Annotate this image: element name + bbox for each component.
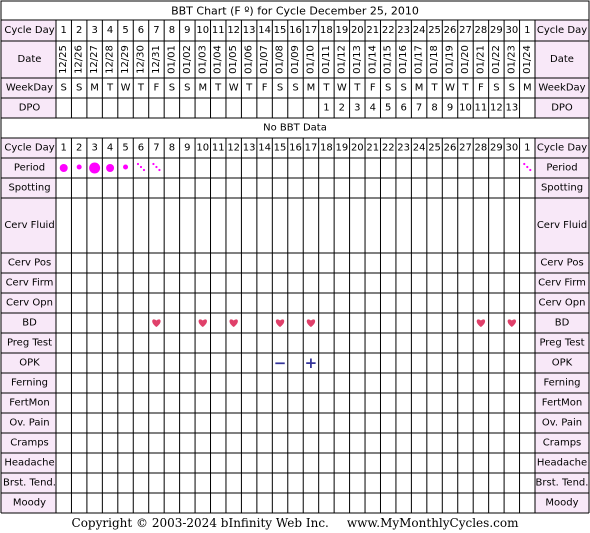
period-light-dot	[77, 165, 82, 170]
period-spotting-dot	[523, 163, 525, 165]
cycle-day-cell: 4	[106, 142, 114, 154]
opk-result: −	[273, 354, 287, 372]
weekday-cell: W	[120, 82, 131, 94]
cycle-day-cell: 30	[505, 142, 519, 154]
dpo-cell: 2	[338, 102, 346, 114]
bd-heart-icon	[477, 319, 485, 327]
row-label-cycle_day-right: Cycle Day	[536, 142, 588, 154]
cycle-day-cell: 23	[397, 142, 411, 154]
weekday-cell: S	[400, 82, 407, 94]
cycle-day-cell: 11	[211, 142, 225, 154]
site-link[interactable]: www.MyMonthlyCycles.com	[346, 516, 519, 530]
cycle-day-cell: 1	[524, 25, 531, 36]
row-label-fertmon-left: FertMon	[9, 397, 50, 409]
row-label-weekday-left: WeekDay	[5, 82, 54, 94]
period-heavy-dot	[89, 163, 100, 174]
cycle-day-cell: 11	[211, 25, 225, 36]
date-cell: 01/03	[197, 45, 209, 74]
weekday-cell: M	[414, 82, 424, 94]
cycle-day-cell: 26	[443, 142, 457, 154]
row-label-period-right: Period	[546, 162, 578, 174]
row-label-opk-right: OPK	[551, 357, 573, 369]
bd-heart-icon	[508, 319, 516, 327]
row-label-cerv_pos-left: Cerv Pos	[7, 257, 52, 269]
weekday-cell: W	[228, 82, 239, 94]
cycle-day-cell: 21	[366, 142, 380, 154]
cycle-day-cell: 9	[184, 142, 191, 154]
weekday-cell: F	[369, 82, 376, 94]
weekday-cell: T	[431, 82, 438, 94]
cycle-day-cell: 21	[366, 25, 380, 36]
date-cell: 01/14	[367, 45, 379, 74]
chart-title: BBT Chart (F º) for Cycle December 25, 2010	[171, 4, 419, 18]
date-cell: 01/20	[459, 45, 471, 74]
row-label-spotting-left: Spotting	[8, 182, 51, 194]
row-label-ferning-right: Ferning	[543, 377, 581, 389]
date-cell: 01/01	[166, 45, 178, 74]
cycle-day-cell: 8	[168, 25, 176, 36]
weekday-cell: M	[198, 82, 208, 94]
row-label-cycle_day-left: Cycle Day	[4, 25, 55, 36]
cycle-day-cell: 1	[60, 25, 67, 36]
cycle-day-cell: 22	[381, 25, 395, 36]
weekday-cell: S	[508, 82, 516, 94]
period-spotting-dot	[155, 166, 157, 168]
bd-heart-icon	[276, 319, 284, 327]
period-spotting-dot	[158, 169, 160, 171]
period-medium-dot	[60, 164, 68, 172]
cycle-day-cell: 29	[490, 25, 503, 36]
date-cell: 01/16	[398, 45, 410, 74]
row-label-preg_test-left: Preg Test	[6, 337, 53, 349]
weekday-cell: S	[276, 82, 284, 94]
cycle-day-cell: 10	[196, 142, 210, 154]
date-cell: 01/15	[382, 45, 394, 74]
weekday-cell: S	[385, 82, 392, 94]
dpo-cell: 12	[490, 102, 503, 114]
row-label-ov_pain-right: Ov. Pain	[541, 417, 583, 429]
cycle-day-cell: 29	[490, 142, 503, 154]
cycle-day-cell: 28	[474, 142, 488, 154]
row-label-cerv_pos-right: Cerv Pos	[540, 257, 584, 269]
date-cell: 12/25	[58, 45, 70, 74]
row-label-date-right: Date	[550, 54, 574, 65]
weekday-cell: T	[323, 82, 330, 94]
weekday-cell: F	[153, 82, 160, 94]
weekday-cell: F	[478, 82, 484, 94]
period-spotting-dot	[137, 163, 139, 165]
period-spotting-dot	[152, 163, 154, 165]
cycle-day-cell: 27	[459, 25, 472, 36]
weekday-cell: T	[107, 82, 114, 94]
copyright-text: Copyright © 2003-2024 bInfinity Web Inc.	[71, 516, 329, 530]
weekday-cell: S	[493, 82, 500, 94]
row-label-weekday-right: WeekDay	[538, 82, 586, 94]
weekday-cell: W	[336, 82, 347, 94]
weekday-cell: S	[168, 82, 176, 94]
cycle-day-cell: 15	[273, 142, 287, 154]
cycle-day-cell: 22	[381, 142, 395, 154]
row-label-period-left: Period	[13, 162, 46, 174]
row-label-fertmon-right: FertMon	[541, 397, 583, 409]
cycle-day-cell: 23	[397, 25, 411, 36]
date-cell: 01/10	[305, 45, 317, 74]
period-spotting-dot	[529, 169, 531, 171]
cycle-day-cell: 7	[153, 25, 160, 36]
weekday-cell: T	[354, 82, 361, 94]
date-cell: 01/17	[413, 45, 425, 74]
cycle-day-cell: 7	[153, 142, 160, 154]
cycle-day-cell: 5	[122, 142, 129, 154]
date-cell: 01/11	[320, 45, 332, 74]
cycle-day-cell: 10	[196, 25, 210, 36]
period-spotting-dot	[526, 166, 528, 168]
row-label-date-left: Date	[17, 54, 42, 65]
row-label-cerv_firm-left: Cerv Firm	[5, 277, 54, 289]
cycle-day-cell: 16	[289, 25, 302, 36]
dpo-cell: 7	[415, 102, 423, 114]
weekday-cell: S	[60, 82, 67, 94]
footer	[0, 514, 590, 533]
row-label-moody-left: Moody	[12, 497, 47, 509]
cycle-day-cell: 4	[106, 25, 114, 36]
row-label-cycle_day-left: Cycle Day	[4, 142, 55, 154]
row-label-ov_pain-left: Ov. Pain	[9, 417, 50, 429]
cycle-day-cell: 3	[91, 142, 98, 154]
row-label-cerv_firm-right: Cerv Firm	[538, 277, 586, 289]
row-label-opk-left: OPK	[19, 357, 40, 369]
row-label-dpo-right: DPO	[551, 102, 573, 114]
period-spotting-dot	[140, 166, 142, 168]
cycle-day-cell: 14	[258, 25, 271, 36]
row-label-cramps-left: Cramps	[10, 437, 49, 449]
cycle-day-cell: 6	[137, 142, 145, 154]
date-cell: 01/08	[274, 45, 286, 74]
date-cell: 01/21	[475, 45, 487, 74]
cycle-day-cell: 2	[75, 142, 83, 154]
row-label-headache-right: Headache	[536, 457, 588, 469]
row-label-headache-left: Headache	[4, 457, 55, 469]
row-label-cycle_day-right: Cycle Day	[536, 25, 588, 36]
cycle-day-cell: 20	[350, 142, 364, 154]
period-light-dot	[123, 165, 128, 170]
period-spotting-dot	[143, 169, 145, 171]
weekday-cell: T	[246, 82, 253, 94]
cycle-day-cell: 27	[459, 142, 472, 154]
weekday-cell: M	[522, 82, 532, 94]
cycle-day-cell: 17	[304, 142, 318, 154]
cycle-day-cell: 30	[505, 25, 519, 36]
cycle-day-cell: 15	[273, 25, 287, 36]
cycle-day-cell: 24	[412, 142, 426, 154]
dpo-cell: 13	[505, 102, 519, 114]
date-cell: 12/27	[89, 45, 101, 74]
date-cell: 01/09	[290, 45, 301, 74]
dpo-cell: 5	[385, 102, 392, 114]
date-cell: 01/18	[429, 45, 441, 74]
date-cell: 01/02	[181, 45, 193, 74]
row-label-bd-right: BD	[554, 317, 570, 329]
cycle-day-cell: 5	[122, 25, 129, 36]
row-label-ferning-left: Ferning	[10, 377, 49, 389]
opk-result: +	[304, 354, 318, 372]
date-cell: 01/19	[444, 45, 456, 74]
dpo-cell: 8	[431, 102, 438, 114]
cycle-day-cell: 1	[60, 142, 67, 154]
date-cell: 12/26	[73, 45, 85, 74]
date-cell: 01/22	[490, 45, 502, 74]
weekday-cell: T	[137, 82, 145, 94]
cycle-day-cell: 17	[304, 25, 318, 36]
dpo-cell: 10	[459, 102, 472, 114]
cycle-day-cell: 28	[474, 25, 488, 36]
cycle-day-cell: 18	[320, 142, 333, 154]
row-label-moody-right: Moody	[545, 497, 579, 509]
bd-heart-icon	[229, 319, 237, 327]
date-cell: 01/05	[228, 45, 240, 74]
weekday-cell: S	[292, 82, 299, 94]
cycle-day-cell: 19	[335, 25, 349, 36]
cycle-day-cell: 3	[91, 25, 98, 36]
cycle-day-cell: 8	[168, 142, 176, 154]
cycle-day-cell: 24	[412, 25, 426, 36]
cycle-day-cell: 1	[524, 142, 531, 154]
cycle-day-cell: 16	[289, 142, 302, 154]
row-label-cerv_fluid-right: Cerv Fluid	[536, 220, 588, 231]
weekday-cell: F	[261, 82, 268, 94]
dpo-cell: 11	[474, 102, 488, 114]
cycle-day-cell: 25	[428, 25, 441, 36]
cycle-day-cell: 13	[242, 25, 256, 36]
no-data-text: No BBT Data	[263, 122, 327, 134]
bd-heart-icon	[152, 319, 160, 327]
date-cell: 01/07	[259, 45, 271, 74]
date-cell: 01/12	[336, 45, 348, 74]
row-label-cerv_opn-left: Cerv Opn	[6, 297, 53, 309]
weekday-cell: S	[75, 82, 83, 94]
cycle-day-cell: 18	[320, 25, 333, 36]
cycle-day-cell: 12	[227, 142, 241, 154]
cycle-day-cell: 25	[428, 142, 441, 154]
weekday-cell: T	[462, 82, 469, 94]
date-cell: 01/06	[243, 45, 255, 74]
row-label-bd-left: BD	[22, 317, 37, 329]
date-cell: 01/23	[506, 45, 518, 74]
row-label-preg_test-right: Preg Test	[539, 337, 585, 349]
weekday-cell: M	[306, 82, 316, 94]
cycle-day-cell: 9	[184, 25, 191, 36]
row-label-cerv_fluid-left: Cerv Fluid	[4, 220, 55, 231]
dpo-cell: 6	[400, 102, 407, 114]
row-label-dpo-left: DPO	[18, 102, 41, 114]
date-cell: 12/28	[104, 45, 116, 74]
cycle-day-cell: 20	[350, 25, 364, 36]
weekday-cell: S	[184, 82, 191, 94]
period-medium-dot	[106, 164, 114, 172]
cycle-day-cell: 13	[242, 142, 256, 154]
date-cell: 12/30	[135, 45, 147, 74]
cycle-day-cell: 6	[137, 25, 145, 36]
dpo-cell: 4	[369, 102, 376, 114]
row-label-cramps-right: Cramps	[542, 437, 582, 449]
date-cell: 01/13	[351, 45, 363, 74]
weekday-cell: M	[90, 82, 99, 94]
row-label-brst_tend-left: Brst. Tend.	[3, 477, 56, 489]
dpo-cell: 1	[323, 102, 330, 114]
cycle-day-cell: 14	[258, 142, 271, 154]
bd-heart-icon	[199, 319, 207, 327]
date-cell: 12/31	[150, 45, 162, 74]
weekday-cell: T	[215, 82, 222, 94]
date-cell: 12/29	[120, 45, 132, 74]
cycle-day-cell: 12	[227, 25, 241, 36]
row-label-spotting-right: Spotting	[540, 182, 584, 194]
row-label-brst_tend-right: Brst. Tend.	[535, 477, 589, 489]
cycle-day-cell: 26	[443, 25, 457, 36]
date-cell: 01/04	[212, 45, 224, 74]
bd-heart-icon	[307, 319, 315, 327]
cycle-day-cell: 19	[335, 142, 349, 154]
row-label-cerv_opn-right: Cerv Opn	[538, 297, 586, 309]
cycle-day-cell: 2	[75, 25, 83, 36]
dpo-cell: 3	[354, 102, 361, 114]
date-cell: 01/24	[521, 45, 533, 74]
dpo-cell: 9	[446, 102, 454, 114]
weekday-cell: W	[445, 82, 455, 94]
